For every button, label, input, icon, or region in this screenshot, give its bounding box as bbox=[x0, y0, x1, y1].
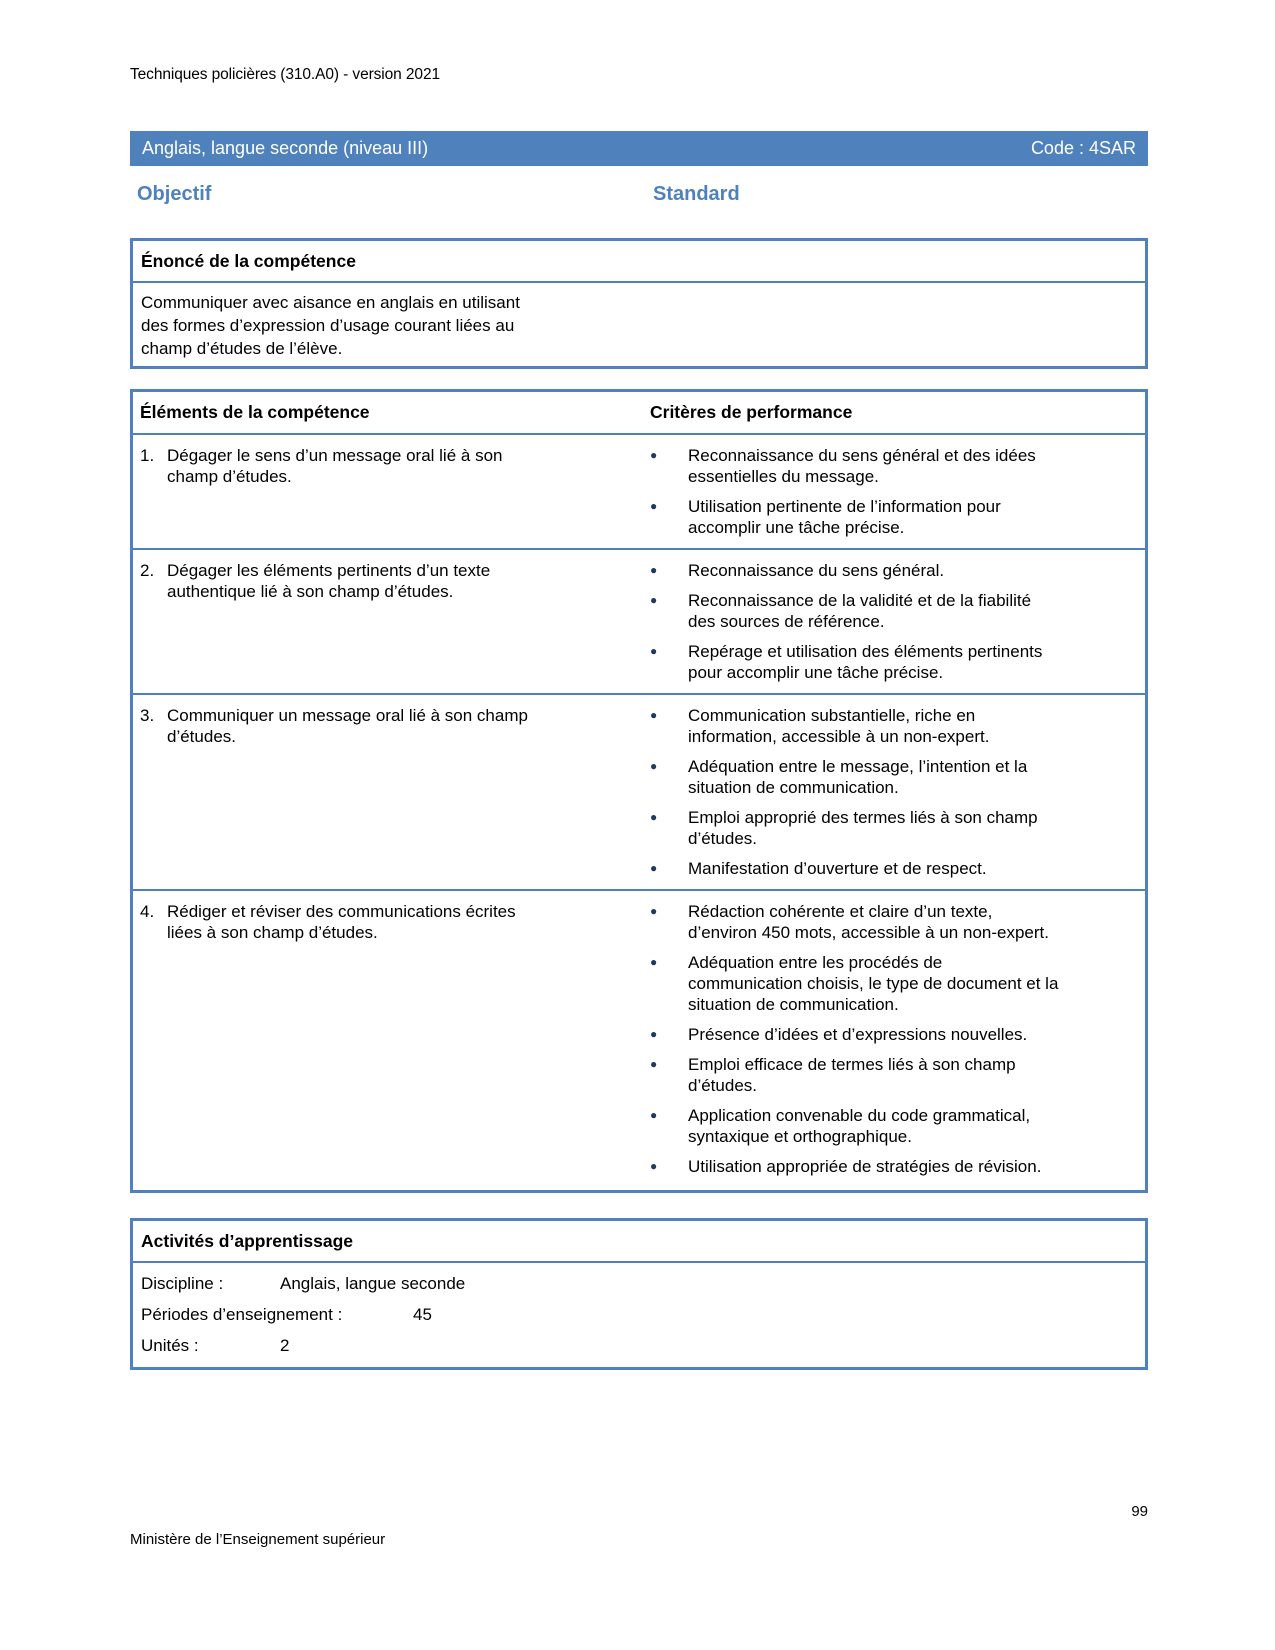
criterion-text: Manifestation d’ouverture et de respect. bbox=[688, 859, 987, 878]
competence-table-header-row bbox=[133, 392, 1145, 435]
bullet-item bbox=[650, 445, 1133, 487]
activites-header: Activités d’apprentissage bbox=[133, 1221, 1145, 1263]
criteria-cell bbox=[607, 695, 1145, 889]
bullet-item bbox=[650, 807, 1133, 849]
bullet-icon: ● bbox=[650, 644, 658, 658]
bullet-icon: ● bbox=[650, 810, 658, 824]
field-value: Anglais, langue seconde bbox=[280, 1274, 466, 1293]
item-number: 1. bbox=[140, 446, 155, 465]
section-headings-row bbox=[130, 183, 1148, 213]
bullet-icon: ● bbox=[650, 1027, 658, 1041]
element-cell bbox=[133, 695, 607, 889]
criterion-text: Reconnaissance du sens général. bbox=[688, 561, 945, 580]
item-number: 3. bbox=[140, 706, 155, 725]
bullet-item bbox=[650, 756, 1133, 798]
bullet-icon: ● bbox=[650, 448, 658, 462]
bullet-item bbox=[650, 858, 1133, 879]
field-value: 45 bbox=[413, 1305, 432, 1324]
field-value: 2 bbox=[280, 1336, 290, 1355]
item-text: Dégager les éléments pertinents d’un texte authentique lié à son champ d’études. bbox=[167, 561, 491, 601]
bullet-item bbox=[650, 952, 1133, 1015]
criterion-text: Utilisation pertinente de l’information pour accomplir une tâche précise. bbox=[688, 497, 1001, 537]
item-text: Rédiger et réviser des communications écrites liées à son champ d’études. bbox=[167, 902, 516, 942]
bullet-item bbox=[650, 1054, 1133, 1096]
bullet-item bbox=[650, 1024, 1133, 1045]
numbered-item bbox=[140, 560, 581, 602]
criteria-cell bbox=[607, 435, 1145, 548]
bullet-icon: ● bbox=[650, 708, 658, 722]
criterion-text: Reconnaissance de la validité et de la fiabilité des sources de référence. bbox=[688, 591, 1032, 631]
title-banner bbox=[130, 131, 1148, 166]
bullet-icon: ● bbox=[650, 955, 658, 969]
criterion-text: Communication substantielle, riche en information, accessible à un non-expert. bbox=[688, 706, 990, 746]
bullet-icon: ● bbox=[650, 1057, 658, 1071]
footer-ministry: Ministère de l’Enseignement supérieur bbox=[130, 1531, 386, 1548]
bullet-item bbox=[650, 705, 1133, 747]
criterion-text: Application convenable du code grammatical, syntaxique et orthographique. bbox=[688, 1106, 1031, 1146]
competence-table bbox=[130, 389, 1148, 1193]
bullet-item bbox=[650, 901, 1133, 943]
item-text: Dégager le sens d’un message oral lié à son champ d’études. bbox=[167, 446, 503, 486]
bullet-icon: ● bbox=[650, 563, 658, 577]
bullet-item bbox=[650, 496, 1133, 538]
criterion-text: Adéquation entre les procédés de communication choisis, le type de document et la situation de communication. bbox=[688, 953, 1059, 1014]
col-header-criteres: Critères de performance bbox=[650, 402, 853, 422]
bullet-item bbox=[650, 590, 1133, 632]
item-number: 2. bbox=[140, 561, 155, 580]
element-cell bbox=[133, 550, 607, 693]
activite-line-periodes bbox=[141, 1299, 1137, 1330]
page-number: 99 bbox=[1131, 1503, 1148, 1520]
bullet-icon: ● bbox=[650, 1108, 658, 1122]
field-label: Discipline : bbox=[141, 1274, 224, 1293]
activites-box bbox=[130, 1218, 1148, 1370]
criterion-text: Présence d’idées et d’expressions nouvelles. bbox=[688, 1025, 1028, 1044]
enonce-box bbox=[130, 238, 1148, 369]
numbered-item bbox=[140, 445, 581, 487]
table-row bbox=[133, 435, 1145, 550]
bullet-icon: ● bbox=[650, 904, 658, 918]
enonce-header: Énoncé de la compétence bbox=[133, 241, 1145, 283]
table-row bbox=[133, 695, 1145, 891]
numbered-item bbox=[140, 705, 581, 747]
bullet-icon: ● bbox=[650, 861, 658, 875]
criterion-text: Repérage et utilisation des éléments pertinents pour accomplir une tâche précise. bbox=[688, 642, 1043, 682]
activites-body bbox=[133, 1263, 1145, 1367]
element-cell bbox=[133, 435, 607, 548]
criterion-text: Utilisation appropriée de stratégies de révision. bbox=[688, 1157, 1042, 1176]
table-row bbox=[133, 891, 1145, 1190]
bullet-icon: ● bbox=[650, 499, 658, 513]
criteria-cell bbox=[607, 891, 1145, 1190]
criterion-text: Adéquation entre le message, l’intention et la situation de communication. bbox=[688, 757, 1028, 797]
table-row bbox=[133, 550, 1145, 695]
banner-code: Code : 4SAR bbox=[1030, 138, 1136, 158]
item-number: 4. bbox=[140, 902, 155, 921]
heading-standard: Standard bbox=[653, 183, 740, 205]
item-text: Communiquer un message oral lié à son champ d’études. bbox=[167, 706, 528, 746]
criterion-text: Reconnaissance du sens général et des idées essentielles du message. bbox=[688, 446, 1036, 486]
activite-line-discipline bbox=[141, 1268, 1137, 1299]
numbered-item bbox=[140, 901, 581, 943]
enonce-body: Communiquer avec aisance en anglais en utilisant des formes d’expression d’usage courant liées au champ d’études de l’élève. bbox=[141, 293, 520, 358]
heading-objectif: Objectif bbox=[137, 183, 212, 205]
bullet-item bbox=[650, 1105, 1133, 1147]
bullet-item bbox=[650, 560, 1133, 581]
criteria-cell bbox=[607, 550, 1145, 693]
bullet-icon: ● bbox=[650, 759, 658, 773]
bullet-item bbox=[650, 1156, 1133, 1177]
criterion-text: Emploi efficace de termes liés à son champ d’études. bbox=[688, 1055, 1016, 1095]
banner-title: Anglais, langue seconde (niveau III) bbox=[142, 138, 429, 158]
field-label: Périodes d’enseignement : bbox=[141, 1305, 343, 1324]
running-header: Techniques policières (310.A0) - version 2021 bbox=[130, 66, 440, 83]
field-label: Unités : bbox=[141, 1336, 199, 1355]
col-header-elements: Éléments de la compétence bbox=[140, 402, 370, 422]
criterion-text: Emploi approprié des termes liés à son champ d’études. bbox=[688, 808, 1038, 848]
criterion-text: Rédaction cohérente et claire d’un texte, d’environ 450 mots, accessible à un non-expert. bbox=[688, 902, 1049, 942]
activite-line-unites bbox=[141, 1330, 1137, 1361]
element-cell bbox=[133, 891, 607, 1190]
bullet-icon: ● bbox=[650, 1159, 658, 1173]
bullet-icon: ● bbox=[650, 593, 658, 607]
bullet-item bbox=[650, 641, 1133, 683]
